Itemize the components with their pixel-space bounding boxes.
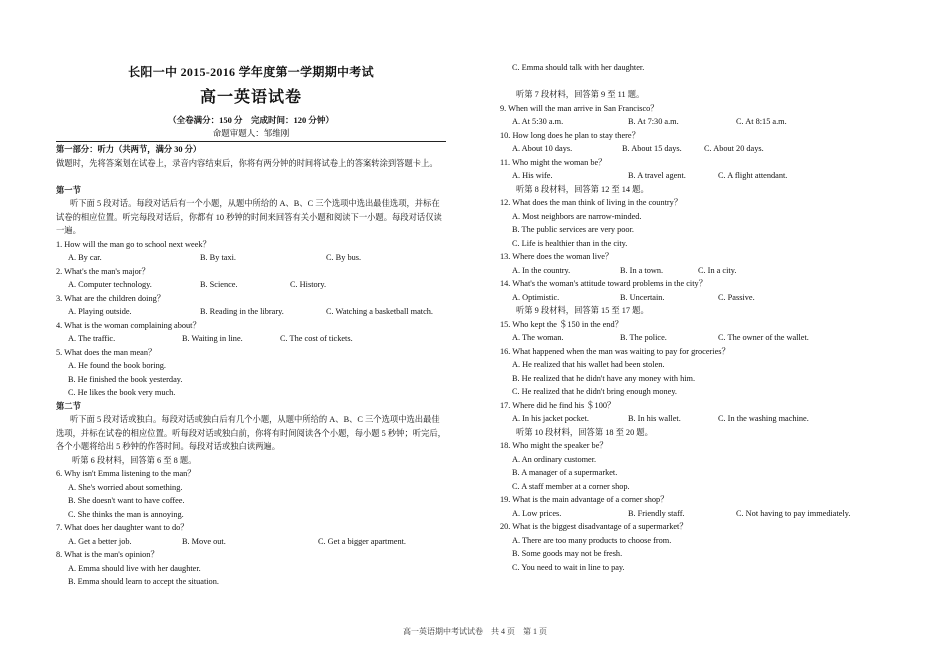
option-8c: C. Emma should talk with her daughter. xyxy=(512,63,645,72)
part1-heading: 第一部分：听力（共两节，满分 30 分） xyxy=(56,145,202,154)
question-12: 12. What does the man think of living in the country？ xyxy=(500,198,683,207)
part1-intro: 做题时，先将答案划在试卷上，录音内容结束后，你将有两分钟的时间将试卷上的答案转涂到答题卡上。 xyxy=(56,158,438,168)
option-6c: C. She thinks the man is annoying. xyxy=(68,509,184,519)
section1-intro: 听下面 5 段对话。每段对话后有一个小题，从题中所给的 A、B、C 三个选项中选出最佳选项，并标在试卷的相应位置。听完每段对话后，你都有 10 秒钟的时间来回答有关小题和阅读下一小题。每段对话仅读一遍。 xyxy=(56,199,442,235)
options-9 xyxy=(500,115,890,129)
options-13 xyxy=(500,264,890,278)
option-17c: C. In the washing machine. xyxy=(718,414,809,423)
option-7b: B. Move out. xyxy=(182,536,226,546)
option-16a: A. He realized that his wallet had been stolen. xyxy=(512,360,665,369)
option-4c: C. The cost of tickets. xyxy=(280,334,353,343)
option-17b: B. In his wallet. xyxy=(628,414,681,423)
option-15c: C. The owner of the wallet. xyxy=(718,333,809,342)
option-15b: B. The police. xyxy=(620,333,667,342)
exam-info: （全卷满分：150 分 完成时间：120 分钟） xyxy=(168,115,334,125)
option-17a: A. In his jacket pocket. xyxy=(512,414,589,423)
spacer xyxy=(500,75,890,89)
material-10-note: 听第 10 段材料，回答第 18 至 20 题。 xyxy=(516,427,653,437)
option-1c: C. By bus. xyxy=(326,253,362,262)
option-2a: A. Computer technology. xyxy=(68,280,152,289)
exam-title: 长阳一中 2015-2016 学年度第一学期期中考试 xyxy=(128,65,374,79)
option-18a: A. An ordinary customer. xyxy=(512,454,597,464)
option-4b: B. Waiting in line. xyxy=(182,334,243,343)
option-5c: C. He likes the book very much. xyxy=(68,388,176,397)
material-7-note: 听第 7 段材料，回答第 9 至 11 题。 xyxy=(516,90,645,99)
option-10a: A. About 10 days. xyxy=(512,144,573,153)
option-13c: C. In a city. xyxy=(698,265,737,275)
option-2c: C. History. xyxy=(290,280,327,289)
option-13b: B. In a town. xyxy=(620,265,664,275)
option-7c: C. Get a bigger apartment. xyxy=(318,536,407,546)
option-20c: C. You need to wait in line to pay. xyxy=(512,562,625,572)
question-10: 10. How long does he plan to stay there？ xyxy=(500,130,640,140)
option-14b: B. Uncertain. xyxy=(620,292,665,302)
material-8-note: 听第 8 段材料，回答第 12 至 14 题。 xyxy=(516,184,649,194)
option-8a: A. Emma should live with her daughter. xyxy=(68,563,201,573)
section2-intro: 听下面 5 段对话或独白。每段对话或独白后有几个小题，从题中所给的 A、B、C 三个选项中选出最佳选项，并标在试卷的相应位置。听每段对话或独白前，你将有时间阅读各个小题，每小题 5 秒钟；听完后，各个小题将给出 5 秒钟的作答时间。每段对话或独白读两遍。 xyxy=(56,415,446,451)
option-12a: A. Most neighbors are narrow-minded. xyxy=(512,211,642,221)
options-1 xyxy=(56,251,446,265)
section1-heading: 第一节 xyxy=(56,185,81,195)
question-15: 15. Who kept the ＄150 in the end？ xyxy=(500,319,623,329)
divider xyxy=(56,141,446,142)
option-11c: C. A flight attendant. xyxy=(718,171,788,180)
option-19c: C. Not having to pay immediately. xyxy=(736,508,851,518)
option-19a: A. Low prices. xyxy=(512,508,562,518)
page-footer: 高一英语期中考试试卷 共 4 页 第 1 页 xyxy=(403,627,547,636)
question-6: 6. Why isn't Emma listening to the man？ xyxy=(56,469,196,478)
material-9-note: 听第 9 段材料，回答第 15 至 17 题。 xyxy=(516,306,649,315)
options-15 xyxy=(500,331,890,345)
question-9: 9. When will the man arrive in San Francisco？ xyxy=(500,103,659,113)
options-17 xyxy=(500,412,890,426)
option-9a: A. At 5:30 a.m. xyxy=(512,117,564,126)
question-16: 16. What happened when the man was waiting to pay for groceries？ xyxy=(500,346,730,356)
question-8: 8. What is the man's opinion？ xyxy=(56,550,159,559)
option-18c: C. A staff member at a corner shop. xyxy=(512,481,630,491)
option-3b: B. Reading in the library. xyxy=(200,307,284,316)
options-4 xyxy=(56,332,446,346)
question-11: 11. Who might the woman be？ xyxy=(500,157,607,167)
option-19b: B. Friendly staff. xyxy=(628,508,685,518)
option-10c: C. About 20 days. xyxy=(704,144,764,153)
option-7a: A. Get a better job. xyxy=(68,536,132,546)
option-15a: A. The woman. xyxy=(512,333,564,342)
right-content xyxy=(500,61,890,574)
left-content xyxy=(56,143,446,589)
question-20: 20. What is the biggest disadvantage of a supermarket？ xyxy=(500,522,688,531)
option-6b: B. She doesn't want to have coffee. xyxy=(68,496,185,505)
author-line: 命题审题人：邹维刚 xyxy=(212,128,290,138)
option-16c: C. He realized that he didn't bring enough money. xyxy=(512,387,678,396)
option-3a: A. Playing outside. xyxy=(68,307,132,316)
option-14c: C. Passive. xyxy=(718,292,755,302)
question-5: 5. What does the man mean？ xyxy=(56,347,157,357)
option-4a: A. The traffic. xyxy=(68,334,116,343)
section2-heading: 第二节 xyxy=(56,401,81,411)
option-13a: A. In the country. xyxy=(512,265,571,275)
option-2b: B. Science. xyxy=(200,280,238,289)
question-17: 17. Where did he find his ＄100？ xyxy=(500,400,616,410)
option-12b: B. The public services are very poor. xyxy=(512,225,634,234)
option-1a: A. By car. xyxy=(68,253,102,262)
option-20a: A. There are too many products to choose from. xyxy=(512,535,672,545)
question-18: 18. Who might the speaker be？ xyxy=(500,441,608,450)
option-5a: A. He found the book boring. xyxy=(68,361,166,370)
option-3c: C. Watching a basketball match. xyxy=(326,307,434,316)
option-18b: B. A manager of a supermarket. xyxy=(512,468,618,477)
question-19: 19. What is the main advantage of a corner shop？ xyxy=(500,495,669,504)
question-14: 14. What's the woman's attitude toward problems in the city？ xyxy=(500,279,707,288)
question-13: 13. Where does the woman live？ xyxy=(500,252,614,261)
question-1: 1. How will the man go to school next week？ xyxy=(56,239,211,249)
options-10 xyxy=(500,142,890,156)
option-11a: A. His wife. xyxy=(512,171,553,180)
option-12c: C. Life is healthier than in the city. xyxy=(512,238,628,248)
options-14 xyxy=(500,291,890,305)
material-6-note: 听第 6 段材料，回答第 6 至 8 题。 xyxy=(72,455,197,465)
option-9c: C. At 8:15 a.m. xyxy=(736,117,787,126)
option-5b: B. He finished the book yesterday. xyxy=(68,374,183,384)
option-9b: B. At 7:30 a.m. xyxy=(628,117,679,126)
question-4: 4. What is the woman complaining about？ xyxy=(56,320,201,330)
option-1b: B. By taxi. xyxy=(200,253,236,262)
options-2 xyxy=(56,278,446,292)
question-2: 2. What's the man's major？ xyxy=(56,266,150,276)
option-16b: B. He realized that he didn't have any money with him. xyxy=(512,373,696,383)
options-3 xyxy=(56,305,446,319)
options-19 xyxy=(500,507,890,521)
option-14a: A. Optimistic. xyxy=(512,292,560,302)
question-3: 3. What are the children doing？ xyxy=(56,293,166,303)
option-11b: B. A travel agent. xyxy=(628,171,686,180)
option-8b: B. Emma should learn to accept the situation. xyxy=(68,577,219,586)
options-11 xyxy=(500,169,890,183)
option-6a: A. She's worried about something. xyxy=(68,482,183,492)
question-7: 7. What does her daughter want to do？ xyxy=(56,523,189,532)
option-10b: B. About 15 days. xyxy=(622,144,682,153)
option-20b: B. Some goods may not be fresh. xyxy=(512,549,623,558)
paper-subtitle: 高一英语试卷 xyxy=(199,89,302,106)
options-7 xyxy=(56,535,446,549)
